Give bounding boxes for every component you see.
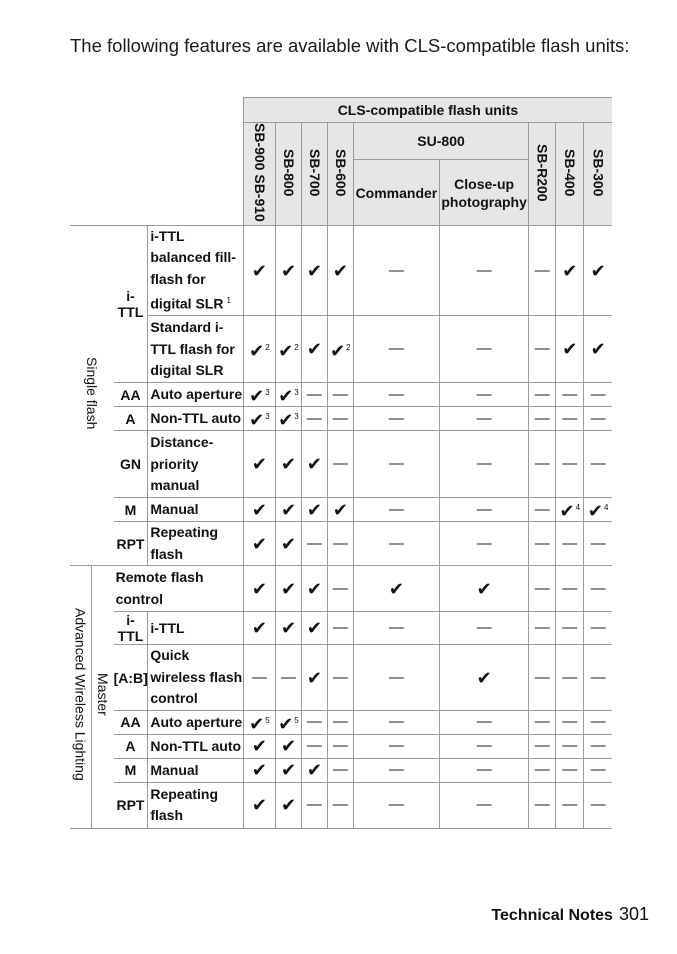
su800-closeup-header: Close-up photography [439,160,528,226]
footer-section-title: Technical Notes [491,907,613,924]
not-available-mark: — [439,383,528,407]
not-available-mark: — [301,522,327,566]
mode-label: M [114,498,148,522]
available-check: ✔ [439,645,528,711]
not-available-mark: — [529,758,556,782]
master-label: Master [92,566,114,829]
table-row [70,710,612,734]
not-available-mark: — [529,710,556,734]
not-available-mark: — [529,782,556,828]
not-available-mark: — [327,431,353,498]
feature-label: Distance-priority manual [148,431,244,498]
not-available-mark: — [353,407,439,431]
not-available-mark: — [529,316,556,383]
mode-label: RPT [114,522,148,566]
not-available-mark: — [556,612,584,645]
feature-label: Non-TTL auto [148,407,244,431]
not-available-mark: — [327,383,353,407]
table-row [70,782,612,828]
table-row [70,566,612,612]
available-check: ✔ [556,225,584,316]
not-available-mark: — [353,522,439,566]
available-check: ✔ [327,225,353,316]
available-check: ✔$^3$ [276,383,302,407]
available-check: ✔ [301,225,327,316]
available-check: ✔$^5$ [243,710,275,734]
available-check: ✔ [301,758,327,782]
available-check: ✔$^2$ [276,316,302,383]
feature-label: Quick wireless flash control [148,645,244,711]
not-available-mark: — [556,383,584,407]
table-row [70,316,612,383]
not-available-mark: — [439,225,528,316]
not-available-mark: — [327,782,353,828]
available-check: ✔ [353,566,439,612]
available-check: ✔ [243,566,275,612]
not-available-mark: — [584,522,612,566]
not-available-mark: — [556,710,584,734]
unit-header-sb900-sb910: SB-900 SB-910 [243,123,275,226]
available-check: ✔ [243,498,275,522]
footnote-marker: 4 [603,503,609,513]
not-available-mark: — [584,782,612,828]
not-available-mark: — [439,407,528,431]
feature-label: Standard i-TTL flash for digital SLR [148,316,244,383]
not-available-mark: — [353,710,439,734]
available-check: ✔$^4$ [556,498,584,522]
unit-header-sb300: SB-300 [584,123,612,226]
not-available-mark: — [327,522,353,566]
mode-label: i-TTL [114,225,148,383]
footnote-marker: 2 [346,342,351,352]
not-available-mark: — [529,407,556,431]
feature-label: Repeating flash [148,522,244,566]
not-available-mark: — [327,612,353,645]
not-available-mark: — [327,566,353,612]
mode-label: M [114,758,148,782]
available-check: ✔ [243,522,275,566]
footnote-marker: 2 [294,342,299,352]
not-available-mark: — [353,383,439,407]
footnote-marker: 3 [294,388,299,398]
footnote-marker: 3 [265,388,270,398]
available-check: ✔$^3$ [276,407,302,431]
not-available-mark: — [584,566,612,612]
not-available-mark: — [439,498,528,522]
mode-label: [A:B] [114,645,148,711]
not-available-mark: — [353,431,439,498]
available-check: ✔ [301,316,327,383]
intro-text: The following features are available with CLS-compatible flash units: [70,35,630,56]
feature-label: Remote flash control [114,566,244,612]
available-check: ✔ [276,522,302,566]
not-available-mark: — [529,734,556,758]
not-available-mark: — [353,645,439,711]
not-available-mark: — [529,383,556,407]
not-available-mark: — [556,407,584,431]
su800-commander-header: Commander [353,160,439,226]
mode-label: AA [114,383,148,407]
not-available-mark: — [556,734,584,758]
not-available-mark: — [301,407,327,431]
not-available-mark: — [556,566,584,612]
cls-units-header: CLS-compatible flash units [243,98,612,123]
not-available-mark: — [439,522,528,566]
available-check: ✔ [276,225,302,316]
mode-label: i-TTL [114,612,148,645]
not-available-mark: — [584,758,612,782]
not-available-mark: — [584,734,612,758]
mode-label: A [114,734,148,758]
footnote-marker: 2 [265,342,270,352]
not-available-mark: — [584,645,612,711]
not-available-mark: — [529,431,556,498]
not-available-mark: — [556,645,584,711]
available-check: ✔ [301,431,327,498]
not-available-mark: — [584,431,612,498]
footnote-marker: 1 [226,296,231,306]
page-footer [491,904,649,925]
available-check: ✔ [276,734,302,758]
not-available-mark: — [301,710,327,734]
table-row [70,612,612,645]
not-available-mark: — [353,758,439,782]
available-check: ✔ [243,431,275,498]
not-available-mark: — [439,710,528,734]
not-available-mark: — [439,316,528,383]
table-row [70,383,612,407]
available-check: ✔$^2$ [327,316,353,383]
not-available-mark: — [353,316,439,383]
not-available-mark: — [556,758,584,782]
not-available-mark: — [327,758,353,782]
footnote-marker: 5 [294,715,299,725]
footnote-marker: 5 [265,715,270,725]
not-available-mark: — [301,782,327,828]
available-check: ✔$^4$ [584,498,612,522]
not-available-mark: — [439,431,528,498]
not-available-mark: — [584,710,612,734]
not-available-mark: — [529,522,556,566]
not-available-mark: — [353,734,439,758]
available-check: ✔ [556,316,584,383]
not-available-mark: — [353,225,439,316]
not-available-mark: — [439,782,528,828]
feature-label: Auto aperture [148,710,244,734]
not-available-mark: — [327,710,353,734]
not-available-mark: — [439,758,528,782]
available-check: ✔ [243,734,275,758]
not-available-mark: — [529,612,556,645]
not-available-mark: — [327,645,353,711]
not-available-mark: — [439,612,528,645]
feature-label: Manual [148,758,244,782]
advanced-wireless-lighting-label: Advanced Wireless Lighting [70,566,92,829]
available-check: ✔ [301,645,327,711]
not-available-mark: — [243,645,275,711]
unit-header-sb700: SB-700 [301,123,327,226]
not-available-mark: — [327,407,353,431]
mode-label: AA [114,710,148,734]
single-flash-group-label: Single flash [70,225,114,566]
available-check: ✔$^2$ [243,316,275,383]
not-available-mark: — [529,225,556,316]
footnote-marker: 3 [294,412,299,422]
table-row [70,407,612,431]
available-check: ✔ [276,498,302,522]
not-available-mark: — [327,734,353,758]
mode-label: A [114,407,148,431]
table-row [70,734,612,758]
table-row [70,645,612,711]
unit-header-sbr200: SB-R200 [529,123,556,226]
available-check: ✔ [327,498,353,522]
not-available-mark: — [529,566,556,612]
table-row [70,758,612,782]
unit-header-sb600: SB-600 [327,123,353,226]
feature-label: Non-TTL auto [148,734,244,758]
available-check: ✔ [584,316,612,383]
table-row [70,522,612,566]
not-available-mark: — [301,734,327,758]
available-check: ✔ [301,612,327,645]
mode-label: GN [114,431,148,498]
available-check: ✔$^3$ [243,407,275,431]
available-check: ✔ [584,225,612,316]
mode-label: RPT [114,782,148,828]
not-available-mark: — [301,383,327,407]
page-number: 301 [618,904,649,924]
not-available-mark: — [276,645,302,711]
cls-features-table [70,97,612,829]
available-check: ✔ [276,758,302,782]
table-row [70,431,612,498]
footnote-marker: 3 [265,412,270,422]
available-check: ✔ [301,566,327,612]
not-available-mark: — [353,498,439,522]
not-available-mark: — [584,383,612,407]
available-check: ✔ [243,612,275,645]
not-available-mark: — [353,782,439,828]
table-row [70,225,612,316]
available-check: ✔ [439,566,528,612]
feature-label: Auto aperture [148,383,244,407]
unit-header-sb400: SB-400 [556,123,584,226]
not-available-mark: — [556,522,584,566]
not-available-mark: — [353,612,439,645]
available-check: ✔ [301,498,327,522]
available-check: ✔ [276,431,302,498]
not-available-mark: — [529,645,556,711]
feature-label: Repeating flash [148,782,244,828]
unit-header-su800: SU-800 [353,123,528,160]
footnote-marker: 4 [575,503,581,513]
table-row [70,498,612,522]
not-available-mark: — [584,407,612,431]
not-available-mark: — [556,431,584,498]
available-check: ✔ [276,612,302,645]
available-check: ✔ [243,225,275,316]
available-check: ✔ [276,782,302,828]
available-check: ✔$^3$ [243,383,275,407]
not-available-mark: — [439,734,528,758]
not-available-mark: — [529,498,556,522]
feature-label: Manual [148,498,244,522]
available-check: ✔ [243,758,275,782]
unit-header-sb800: SB-800 [276,123,302,226]
available-check: ✔ [276,566,302,612]
not-available-mark: — [584,612,612,645]
not-available-mark: — [556,782,584,828]
feature-label: i-TTL [148,612,244,645]
feature-label: i-TTL balanced fill-flash for digital SLR $^1$ [148,225,244,316]
available-check: ✔$^5$ [276,710,302,734]
available-check: ✔ [243,782,275,828]
